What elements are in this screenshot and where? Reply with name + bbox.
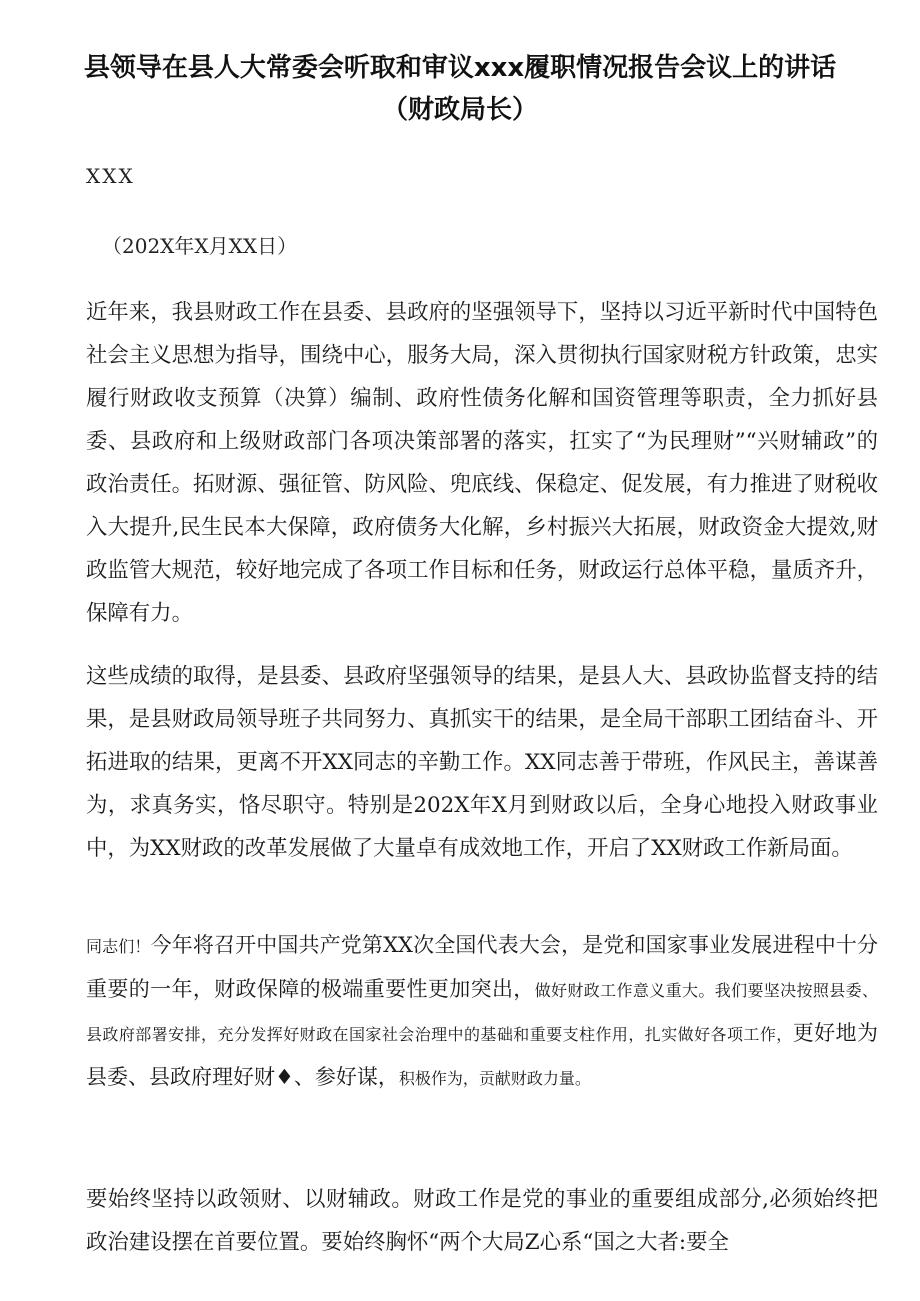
speech-date: （202X年X月XX日） bbox=[102, 234, 298, 258]
paragraph-politics: 要始终坚持以政领财、以财辅政。财政工作是党的事业的重要组成部分,必须始终把政治建设摆在首要位置。要始终胸怀“两个大局Z心系“国之大者:要全 bbox=[86, 1187, 878, 1255]
paragraph-text: 今年将召开中国共产党第XX次全国代表大会，是党和国家事业发展进程中十分重要的一年，财政保障的极端重要性更加突出， bbox=[86, 933, 878, 1001]
document-subtitle: （财政局长） bbox=[381, 95, 538, 125]
paragraph-acknowledgement: 这些成绩的取得，是县委、县政府坚强领导的结果，是县人大、县政协监督支持的结果，是县财政局领导班子共同努力、真抓实干的结果，是全局干部职工团结奋斗、开拓进取的结果，更离不开XX同志的辛勤工作。XX同志善于带班，作风民主，善谋善为，求真务实，恪尽职守。特别是202X年X月到财政以后，全身心地投入财政事业中，为XX财政的改革发展做了大量卓有成效地工作，开启了XX财政工作新局面。 bbox=[86, 664, 878, 861]
greeting-text: 同志们！ bbox=[86, 937, 151, 956]
paragraph-text: 更好地为县委、县政府理好财♦、参好谋， bbox=[86, 1021, 878, 1089]
author-name: XXX bbox=[86, 164, 135, 188]
paragraph-comrades bbox=[86, 924, 878, 1100]
paragraph-text: 做好财政工作意义重大。我们要坚决按照县委、县政府部署安排，充分发挥好财政在国家社会治理中的基础和重要支柱作用，扎实做好各项工作， bbox=[86, 981, 878, 1044]
document-title: 县领导在县人大常委会听取和审议xxx履职情况报告会议上的讲话 bbox=[83, 53, 837, 83]
paragraph-achievements: 近年来，我县财政工作在县委、县政府的坚强领导下，坚持以习近平新时代中国特色社会主义思想为指导，围绕中心，服务大局，深入贯彻执行国家财税方针政策，忠实履行财政收支预算（决算）编制、政府性债务化解和国资管理等职责，全力抓好县委、县政府和上级财政部门各项决策部署的落实，扛实了“为民理财”“兴财辅政”的政治责任。拓财源、强征管、防风险、兜底线、保稳定、促发展，有力推进了财税收入大提升,民生民本大保障，政府债务大化解，乡村振兴大拓展，财政资金大提效,财政监管大规范，较好地完成了各项工作目标和任务，财政运行总体平稳，量质齐升，保障有力。 bbox=[86, 300, 878, 626]
paragraph-text: 积极作为，贡献财政力量。 bbox=[398, 1069, 591, 1088]
